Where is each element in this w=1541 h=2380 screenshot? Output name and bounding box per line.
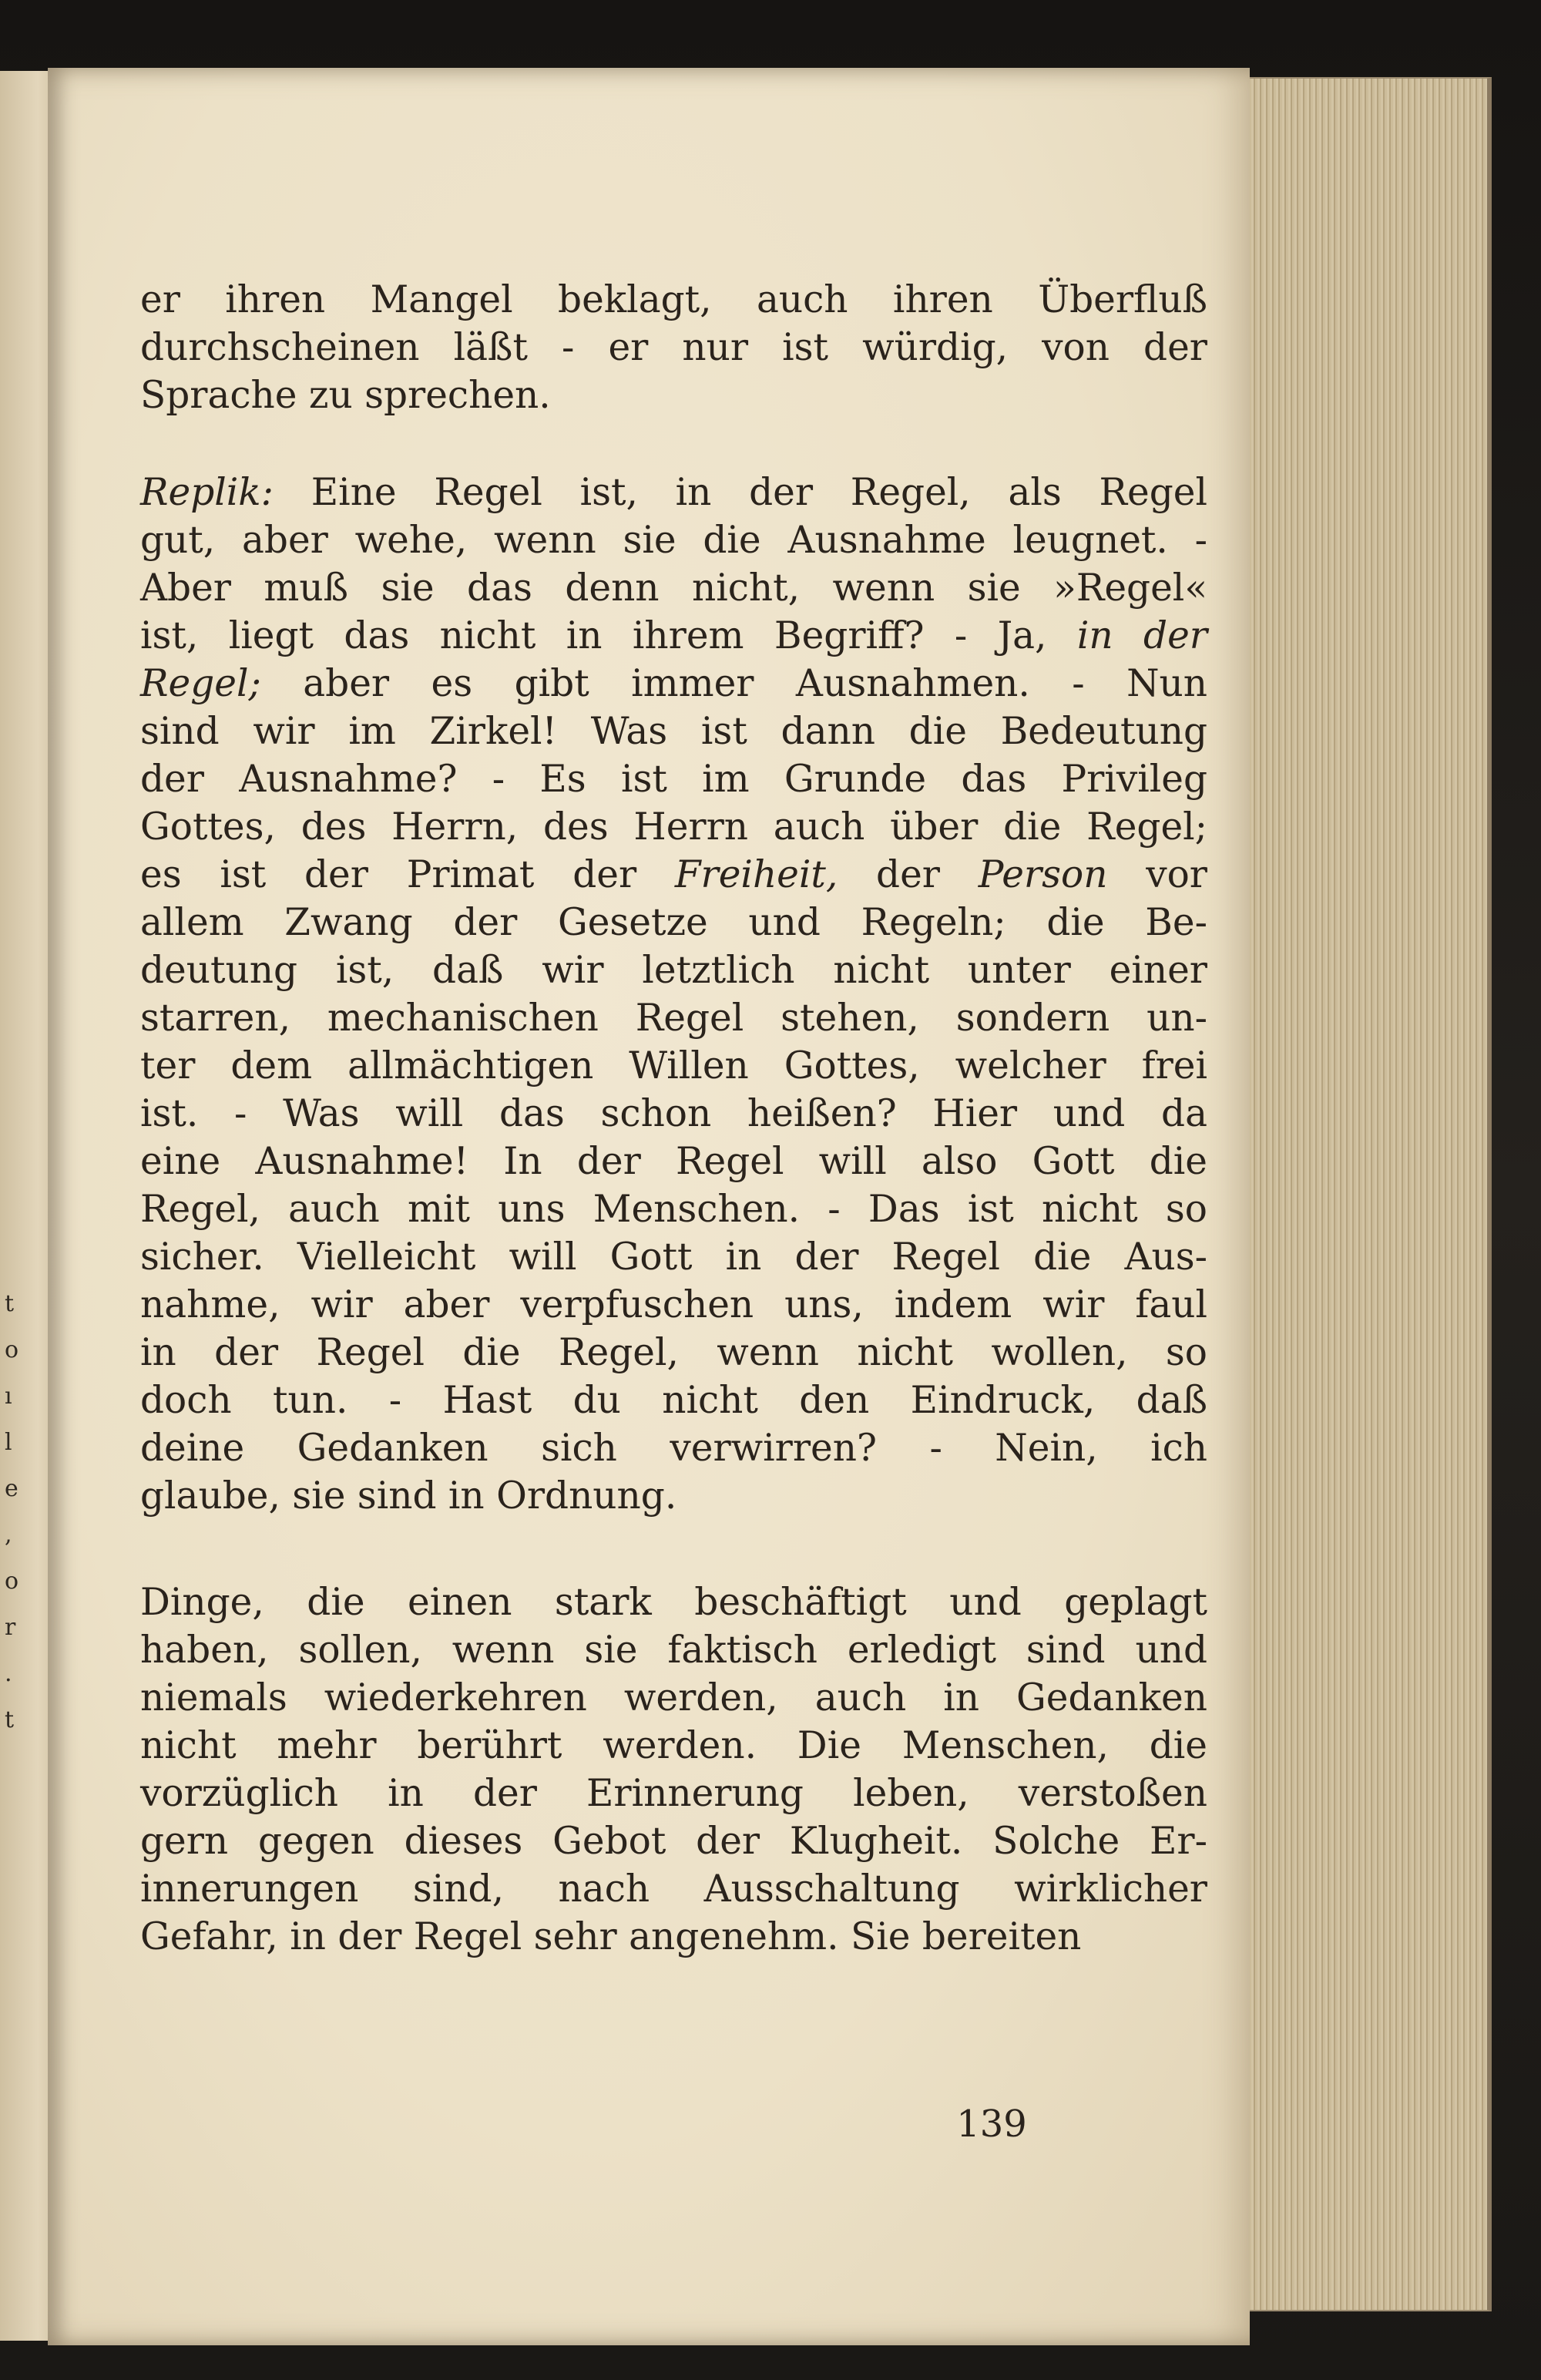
text-line: in der Regel die Regel, wenn nicht wollen, so: [140, 1331, 1207, 1374]
text-line: Regel, auch mit uns Menschen. - Das ist nicht so: [140, 1188, 1207, 1231]
edge-character: o: [5, 1336, 19, 1363]
text-line: ist. - Was will das schon heißen? Hier und da: [140, 1092, 1207, 1135]
text-line: deutung ist, daß wir letztlich nicht unter einer: [140, 949, 1207, 992]
text-line: eine Ausnahme! In der Regel will also Gott die: [140, 1140, 1207, 1183]
text-line: allem Zwang der Gesetze und Regeln; die Be-: [140, 901, 1207, 944]
edge-character: t: [5, 1290, 15, 1317]
edge-character: e: [5, 1475, 18, 1502]
paragraph-3: [140, 1578, 1207, 1961]
edge-character: o: [5, 1568, 19, 1595]
text-line: nahme, wir aber verpfuschen uns, indem wir faul: [140, 1283, 1207, 1326]
edge-character: l: [5, 1429, 12, 1456]
paragraph-1: [140, 276, 1207, 419]
text-line: er ihren Mangel beklagt, auch ihren Überfluß: [140, 278, 1207, 321]
page-block-edges: [1233, 77, 1492, 2311]
edge-character: t: [5, 1706, 15, 1733]
text-line: vorzüglich in der Erinnerung leben, verstoßen: [140, 1772, 1207, 1815]
text-line: innerungen sind, nach Ausschaltung wirklicher: [140, 1867, 1207, 1911]
text-line: sicher. Vielleicht will Gott in der Regel die Aus-: [140, 1235, 1207, 1279]
text-line: ter dem allmächtigen Willen Gottes, welcher frei: [140, 1044, 1207, 1087]
edge-character: ,: [5, 1521, 12, 1548]
text-line: der Ausnahme? - Es ist im Grunde das Privileg: [140, 758, 1207, 801]
text-line: ist, liegt das nicht in ihrem Begriff? - Ja, in der: [140, 614, 1207, 657]
text-line: Aber muß sie das denn nicht, wenn sie »Regel«: [140, 566, 1207, 610]
previous-page-edge-text: [5, 1281, 35, 1743]
text-line: deine Gedanken sich verwirren? - Nein, ich: [140, 1427, 1207, 1470]
text-line: es ist der Primat der Freiheit, der Person vor: [140, 853, 1207, 896]
edge-character: .: [5, 1660, 12, 1687]
text-line: nicht mehr berührt werden. Die Menschen, die: [140, 1724, 1207, 1767]
text-line: Gefahr, in der Regel sehr angenehm. Sie bereiten: [140, 1915, 1082, 1958]
edge-character: ı: [5, 1383, 12, 1410]
edge-character: r: [5, 1614, 16, 1641]
text-line: doch tun. - Hast du nicht den Eindruck, daß: [140, 1379, 1207, 1422]
paragraph-2: [140, 469, 1207, 1520]
text-line: sind wir im Zirkel! Was ist dann die Bedeutung: [140, 710, 1207, 753]
page-number: 139: [956, 2103, 1027, 2146]
text-line: glaube, sie sind in Ordnung.: [140, 1474, 677, 1518]
book-page: [48, 68, 1250, 2345]
text-line: Gottes, des Herrn, des Herrn auch über die Regel;: [140, 805, 1207, 849]
text-line: gut, aber wehe, wenn sie die Ausnahme leugnet. -: [140, 519, 1207, 562]
text-line: gern gegen dieses Gebot der Klugheit. Solche Er-: [140, 1820, 1207, 1863]
text-line: Replik: Eine Regel ist, in der Regel, als Regel: [140, 471, 1207, 514]
text-line: Regel; aber es gibt immer Ausnahmen. - Nun: [140, 662, 1207, 705]
text-line: starren, mechanischen Regel stehen, sondern un-: [140, 997, 1207, 1040]
text-line: haben, sollen, wenn sie faktisch erledigt sind und: [140, 1629, 1207, 1672]
text-line: niemals wiederkehren werden, auch in Gedanken: [140, 1676, 1207, 1719]
text-line: Dinge, die einen stark beschäftigt und geplagt: [140, 1581, 1207, 1624]
text-line: durchscheinen läßt - er nur ist würdig, von der: [140, 326, 1207, 369]
text-line: Sprache zu sprechen.: [140, 374, 551, 417]
